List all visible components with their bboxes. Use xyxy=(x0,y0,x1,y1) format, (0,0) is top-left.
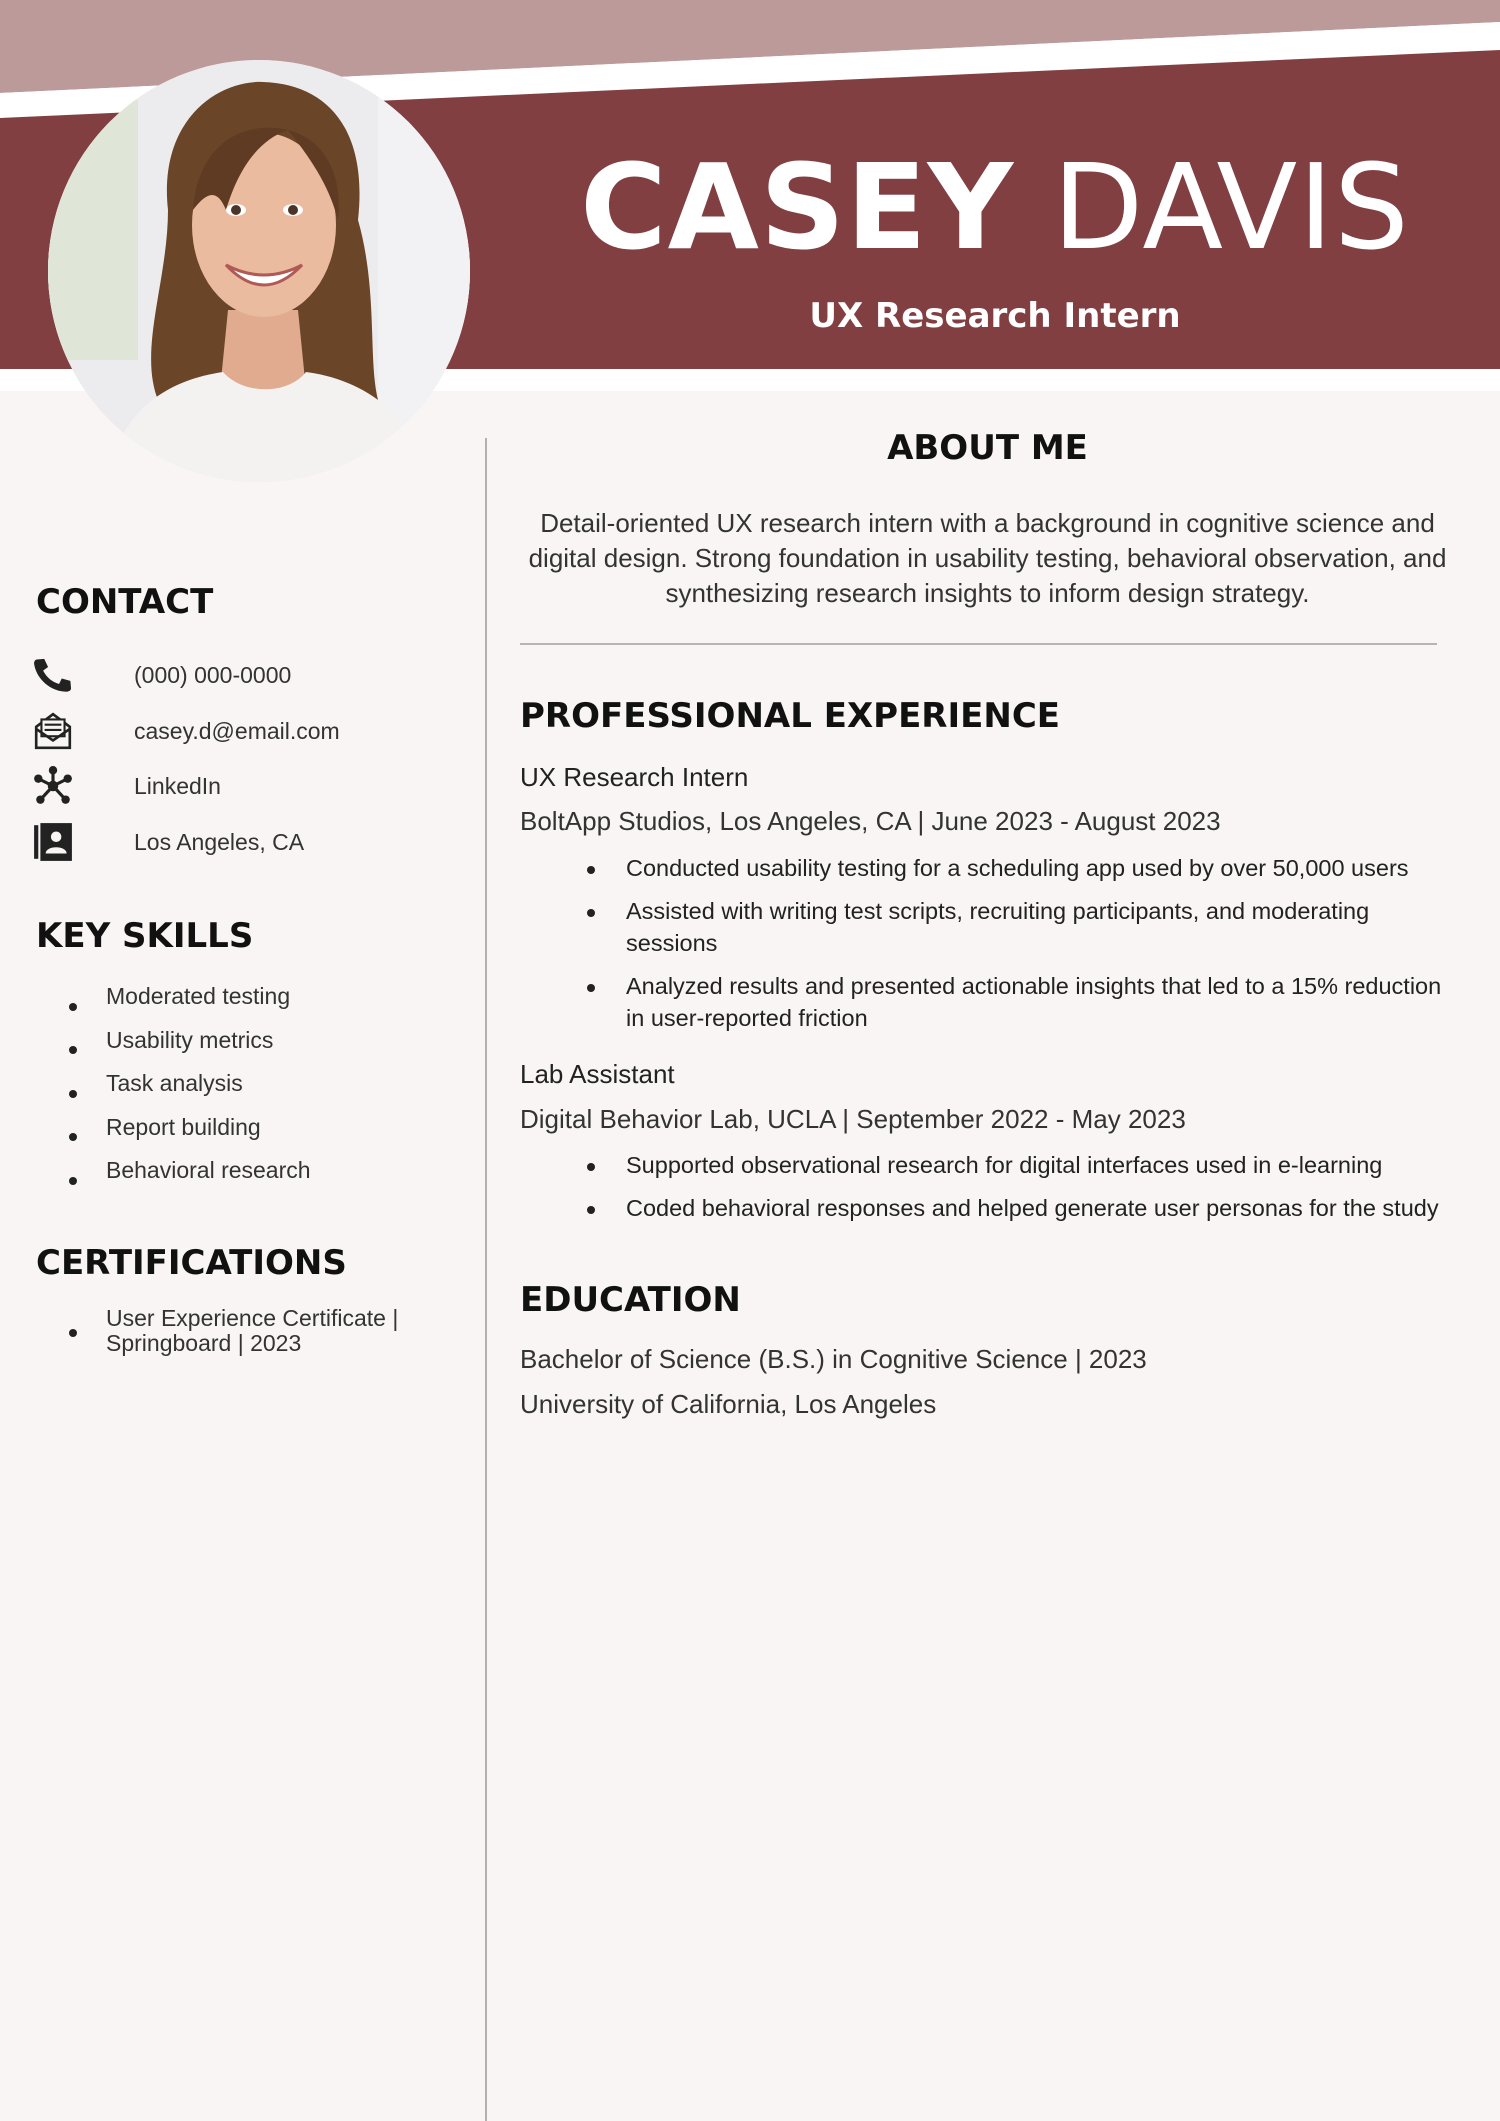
phone-icon xyxy=(30,652,76,698)
contact-email[interactable] xyxy=(30,708,340,754)
contact-location xyxy=(30,819,304,865)
experience-heading: PROFESSIONAL EXPERIENCE xyxy=(520,696,1060,736)
about-heading: ABOUT ME xyxy=(887,428,1088,468)
email-text: casey.d@email.com xyxy=(134,717,340,744)
contact-linkedin[interactable] xyxy=(30,763,221,809)
skills-heading: KEY SKILLS xyxy=(36,916,254,956)
job-1-bullets xyxy=(570,852,1450,1034)
last-name: DAVIS xyxy=(1052,138,1410,276)
skills-list xyxy=(36,983,311,1201)
certification-item xyxy=(36,1306,398,1356)
full-name xyxy=(560,138,1430,276)
job-2-bullet: Coded behavioral responses and helped generate user personas for the study xyxy=(570,1192,1450,1224)
certification-line-2: Springboard | 2023 xyxy=(106,1330,302,1356)
linkedin-text: LinkedIn xyxy=(134,772,221,799)
location-text: Los Angeles, CA xyxy=(134,828,305,855)
education-school: University of California, Los Angeles xyxy=(520,1389,937,1419)
job-1-bullet: Assisted with writing test scripts, recruiting participants, and moderating sessions xyxy=(570,895,1450,959)
certification-line-1: User Experience Certificate | xyxy=(106,1305,399,1331)
job-1-title: UX Research Intern xyxy=(520,762,749,792)
job-2-bullets xyxy=(570,1149,1450,1224)
email-icon xyxy=(30,708,76,754)
profile-photo xyxy=(48,60,470,482)
column-divider xyxy=(485,438,487,2121)
job-2-meta: Digital Behavior Lab, UCLA | September 2022 - May 2023 xyxy=(520,1104,1186,1134)
skill-item: Task analysis xyxy=(36,1070,311,1114)
job-2-title: Lab Assistant xyxy=(520,1059,675,1089)
first-name: CASEY xyxy=(580,138,1015,276)
education-heading: EDUCATION xyxy=(520,1280,741,1320)
job-1-bullet: Analyzed results and presented actionable insights that led to a 15% reduction in user-reported friction xyxy=(570,970,1450,1034)
about-text: Detail-oriented UX research intern with a background in cognitive science and digital design. Strong foundation in usability testing, behavioral observation, and synthesizing research insights to inform design strategy. xyxy=(528,508,1447,608)
phone-text: (000) 000-0000 xyxy=(134,661,292,688)
skill-item: Moderated testing xyxy=(36,983,311,1027)
location-contact-icon xyxy=(30,819,76,865)
skill-item: Report building xyxy=(36,1114,311,1158)
skill-item: Usability metrics xyxy=(36,1027,311,1071)
linkedin-network-icon xyxy=(30,763,76,809)
education-degree: Bachelor of Science (B.S.) in Cognitive Science | 2023 xyxy=(520,1344,1147,1374)
job-1-meta: BoltApp Studios, Los Angeles, CA | June 2023 - August 2023 xyxy=(520,806,1221,836)
certifications-list xyxy=(36,1306,398,1356)
contact-phone xyxy=(30,652,291,698)
skill-item: Behavioral research xyxy=(36,1157,311,1201)
job-title-header: UX Research Intern xyxy=(809,296,1181,336)
job-2-bullet: Supported observational research for digital interfaces used in e-learning xyxy=(570,1149,1450,1181)
about-divider xyxy=(520,643,1437,645)
certifications-heading: CERTIFICATIONS xyxy=(36,1243,347,1283)
contact-heading: CONTACT xyxy=(36,582,214,622)
job-1-bullet: Conducted usability testing for a scheduling app used by over 50,000 users xyxy=(570,852,1450,884)
